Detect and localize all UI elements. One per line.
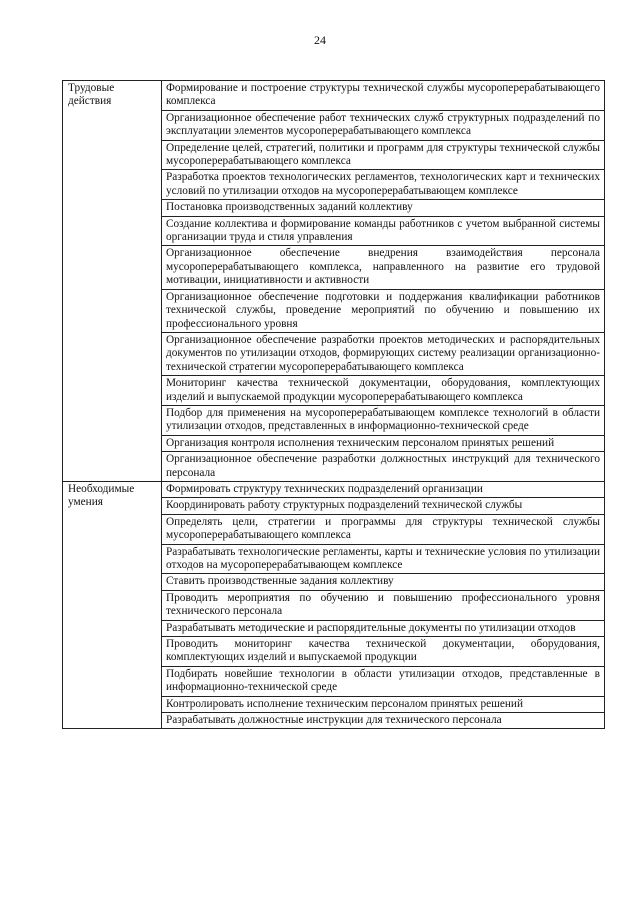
table-cell-item: Разрабатывать технологические регламенты, карты и технические условия по утилизации отходов на мусороперерабатывающем комплексе (162, 544, 605, 574)
table-cell-item: Мониторинг качества технической документации, оборудования, комплектующих изделий и выпускаемой продукции мусороперерабатывающего комплекса (162, 376, 605, 406)
table-cell-item: Формировать структуру технических подразделений организации (162, 481, 605, 497)
table-cell-item: Организационное обеспечение разработки должностных инструкций для технического персонала (162, 452, 605, 482)
page-number: 24 (314, 33, 326, 47)
table-cell-item: Организационное обеспечение внедрения взаимодействия персонала мусороперерабатывающего комплекса, направленного на развитие его трудовой мотивации, инициативности и активности (162, 246, 605, 289)
requirements-table (62, 80, 605, 729)
table-cell-item: Координировать работу структурных подразделений технической службы (162, 498, 605, 514)
table-cell-item: Подбирать новейшие технологии в области утилизации отходов, представленные в информационно-технической среде (162, 666, 605, 696)
table-cell-item: Организация контроля исполнения техническим персоналом принятых решений (162, 435, 605, 451)
table-cell-item: Постановка производственных заданий коллективу (162, 200, 605, 216)
table-row (63, 81, 605, 111)
table-cell-item: Ставить производственные задания коллективу (162, 574, 605, 590)
table-cell-item: Формирование и построение структуры технической службы мусороперерабатывающего комплекса (162, 81, 605, 111)
table-cell-item: Организационное обеспечение работ технических служб структурных подразделений по эксплуатации элементов мусороперерабатывающего комплекса (162, 110, 605, 140)
table-cell-item: Создание коллектива и формирование команды работников с учетом выбранной системы организации труда и стиля управления (162, 216, 605, 246)
table-cell-item: Разрабатывать методические и распорядительные документы по утилизации отходов (162, 620, 605, 636)
table-cell-item: Разработка проектов технологических регламентов, технологических карт и технических условий по утилизации отходов на мусороперерабатывающем комплексе (162, 170, 605, 200)
table-cell-item: Проводить мероприятия по обучению и повышению профессионального уровня технического персонала (162, 590, 605, 620)
table-row (63, 481, 605, 497)
table-cell-item: Определять цели, стратегии и программы для структуры технической службы мусороперерабатывающего комплекса (162, 514, 605, 544)
section-label: Необходимые умения (63, 481, 162, 729)
section-label: Трудовые действия (63, 81, 162, 482)
table-cell-item: Разрабатывать должностные инструкции для технического персонала (162, 713, 605, 729)
table-cell-item: Организационное обеспечение разработки проектов методических и распорядительных документов по утилизации отходов, формирующих систему реализации организационно-технической стратегии мусороперерабатывающего комплекса (162, 332, 605, 375)
table-cell-item: Подбор для применения на мусороперерабатывающем комплексе технологий в области утилизации отходов, представленных в информационно-технической среде (162, 405, 605, 435)
table-cell-item: Проводить мониторинг качества технической документации, оборудования, комплектующих изделий и выпускаемой продукции (162, 637, 605, 667)
table-cell-item: Организационное обеспечение подготовки и поддержания квалификации работников технической службы, проведение мероприятий по обучению и повышению их профессионального уровня (162, 289, 605, 332)
table-cell-item: Определение целей, стратегий, политики и программ для структуры технической службы мусороперерабатывающего комплекса (162, 140, 605, 170)
table-cell-item: Контролировать исполнение техническим персоналом принятых решений (162, 696, 605, 712)
